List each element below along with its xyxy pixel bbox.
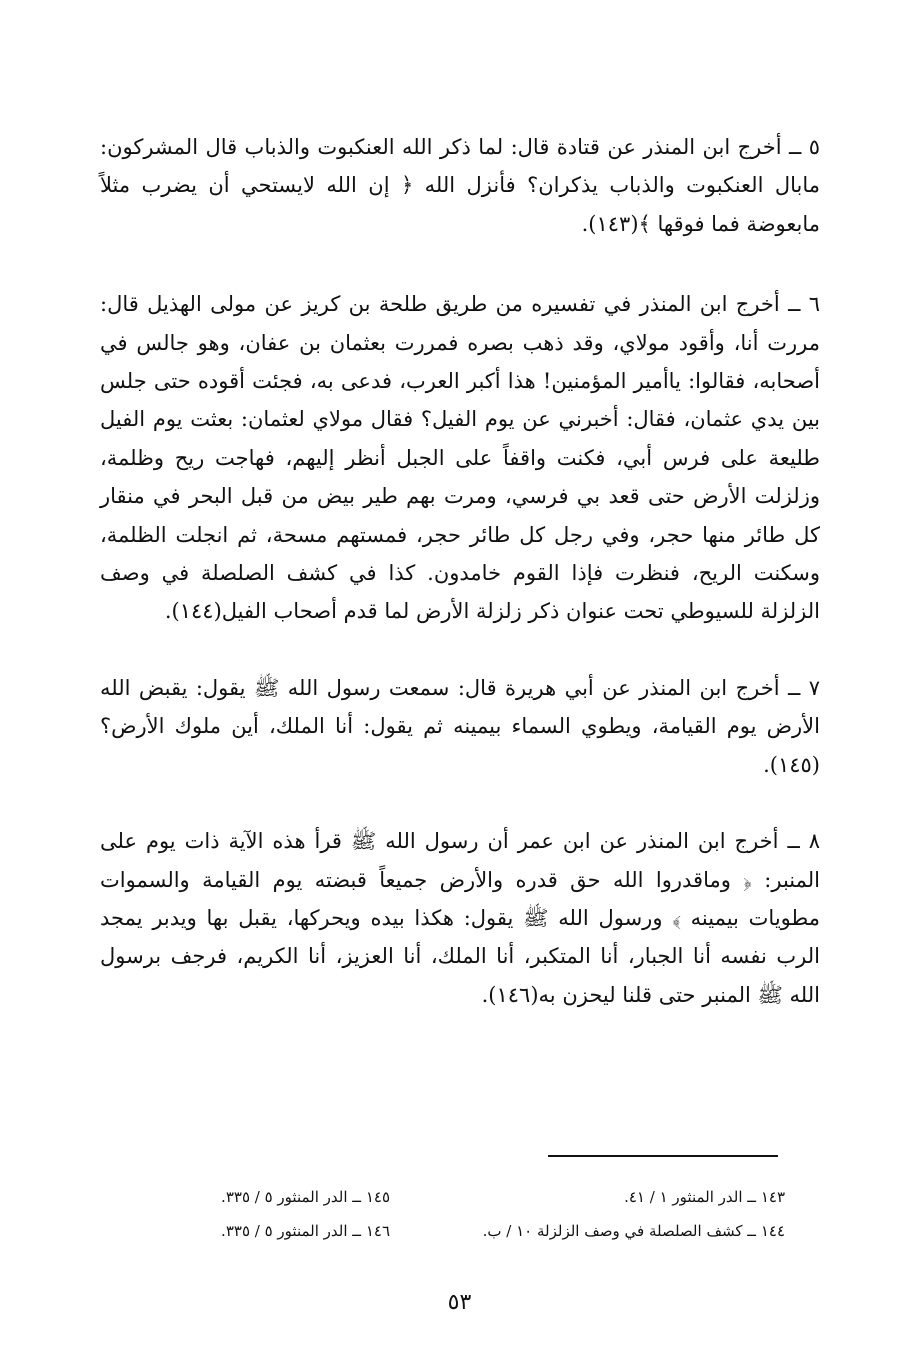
paragraph-8: ٨ ــ أخرج ابن المنذر عن ابن عمر أن رسول الله ﷺ قرأ هذه الآية ذات يوم على المنبر: ﴿ وماقدروا الله حق قدره والأرض جميعاً قبضته يوم القيامة والسموات مطويات بيمينه ﴾ ورسول الله ﷺ يقول: هكذا بيده ويحركها، يقبل بها ويدبر يمجد الرب نفسه أنا الجبار، أنا المتكبر، أنا الملك، أنا العزيز، أنا الكريم، فرجف برسول الله ﷺ المنبر حتى قلنا ليحزن به(١٤٦). xyxy=(100,829,820,1007)
page-body xyxy=(100,128,820,1052)
footnotes xyxy=(140,1180,785,1248)
paragraph-7: ٧ ــ أخرج ابن المنذر عن أبي هريرة قال: سمعت رسول الله ﷺ يقول: يقبض الله الأرض يوم القيامة، ويطوي السماء بيمينه ثم يقول: أنا الملك، أين ملوك الأرض؟(١٤٥). xyxy=(100,675,820,777)
paragraph-5: ٥ ــ أخرج ابن المنذر عن قتادة قال: لما ذكر الله العنكبوت والذباب قال المشركون: مابال العنكبوت والذباب يذكران؟ فأنزل الله ﴿ إن الله لايستحي أن يضرب مثلاً مابعوضة فما فوقها ﴾(١٤٣). xyxy=(100,135,820,236)
footnote-144: ١٤٤ ــ كشف الصلصلة في وصف الزلزلة ١٠ / ب. xyxy=(482,1222,785,1240)
footnote-divider xyxy=(548,1155,778,1157)
paragraph-6: ٦ ــ أخرج ابن المنذر في تفسيره من طريق طلحة بن كريز عن مولى الهذيل قال: مررت أنا، وأقود مولاي، وقد ذهب بصره فمررت بعثمان بن عفان، وهو جالس في أصحابه، فقالوا: ياأمير المؤمنين! هذا أكبر العرب، فدعى به، فجئت أقوده حتى جلس بين يدي عثمان، فقال: أخبرني عن يوم الفيل؟ فقال مولاي لعثمان: بعثت يوم الفيل طليعة على فرس أبي، فكنت واقفاً على الجبل أنظر إليهم، فهاجت ريح وظلمة، وزلزلت الأرض حتى قعد بي فرسي، ومرت بهم طير بيض من قبل البحر في منقار كل طائر منها حجر، وفي رجل كل طائر حجر، فمستهم مسحة، ثم انجلت الظلمة، وسكنت الريح، فنظرت فإذا القوم خامدون. كذا في كشف الصلصلة في وصف الزلزلة للسيوطي تحت عنوان ذكر زلزلة الأرض لما قدم أصحاب الفيل(١٤٤). xyxy=(100,292,820,624)
footnote-145: ١٤٥ ــ الدر المنثور ٥ / ٣٣٥. xyxy=(221,1188,390,1206)
footnote-146: ١٤٦ ــ الدر المنثور ٥ / ٣٣٥. xyxy=(221,1222,390,1240)
footnote-row xyxy=(140,1180,785,1214)
page-number: ٥٣ xyxy=(447,1290,472,1315)
footnote-row xyxy=(140,1214,785,1248)
footnote-143: ١٤٣ ــ الدر المنثور ١ / ٤١. xyxy=(624,1188,785,1206)
